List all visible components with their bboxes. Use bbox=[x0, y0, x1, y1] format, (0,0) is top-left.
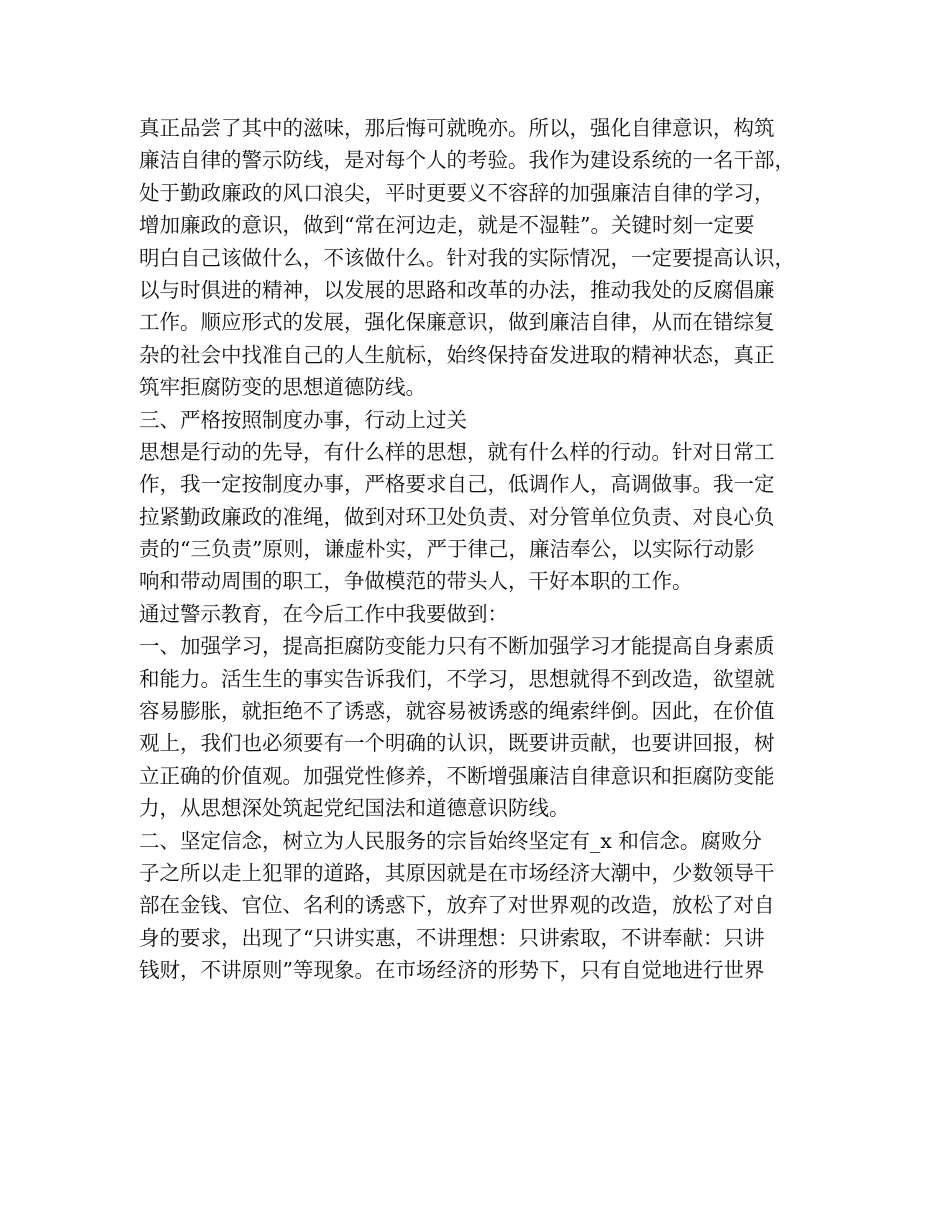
text-line: 作，我一定按制度办事，严格要求自己，低调作人，高调做事。我一定 bbox=[139, 472, 775, 497]
text-line: 责的“三负责”原则，谦虚朴实，严于律己，廉洁奉公，以实际行动影 bbox=[139, 537, 755, 562]
section-heading: 二、坚定信念，树立为人民服务的宗旨始终坚定有_x 和信念。腐败分 bbox=[139, 828, 762, 853]
text-line: 增加廉政的意识，做到“常在河边走，就是不湿鞋”。关键时刻一定要 bbox=[139, 213, 755, 238]
document-body bbox=[139, 112, 819, 987]
text-line: 身的要求，出现了“只讲实惠，不讲理想：只讲索取，不讲奉献：只讲 bbox=[139, 925, 765, 950]
text-line: 观上，我们也必须要有一个明确的认识，既要讲贡献，也要讲回报，树 bbox=[139, 731, 775, 756]
text-line: 廉洁自律的警示防线，是对每个人的考验。我作为建设系统的一名干部， bbox=[139, 148, 795, 173]
text-line: 真正品尝了其中的滋味，那后悔可就晚亦。所以，强化自律意识，构筑 bbox=[139, 116, 775, 140]
text-line: 力，从思想深处筑起党纪国法和道德意识防线。 bbox=[139, 796, 570, 821]
text-line: 钱财，不讲原则”等现象。在市场经济的形势下，只有自觉地进行世界 bbox=[139, 958, 765, 983]
text-line: 容易膨胀，就拒绝不了诱惑，就容易被诱惑的绳索绊倒。因此，在价值 bbox=[139, 699, 775, 724]
text-line: 和能力。活生生的事实告诉我们，不学习，思想就得不到改造，欲望就 bbox=[139, 666, 775, 691]
text-line: 思想是行动的先导，有什么样的思想，就有什么样的行动。针对日常工 bbox=[139, 439, 775, 464]
text-line: 通过警示教育，在今后工作中我要做到： bbox=[139, 601, 508, 626]
text-line: 工作。顺应形式的发展，强化保廉意识，做到廉洁自律，从而在错综复 bbox=[139, 310, 775, 335]
text-line: 以与时俱进的精神，以发展的思路和改革的办法，推动我处的反腐倡廉 bbox=[139, 277, 775, 302]
text-line: 部在金钱、官位、名利的诱惑下，放弃了对世界观的改造，放松了对自 bbox=[139, 893, 775, 918]
text-line: 拉紧勤政廉政的准绳，做到对环卫处负责、对分管单位负责、对良心负 bbox=[139, 504, 775, 529]
text-line: 处于勤政廉政的风口浪尖，平时更要义不容辞的加强廉洁自律的学习， bbox=[139, 180, 775, 205]
text-line: 响和带动周围的职工，争做模范的带头人，干好本职的工作。 bbox=[139, 569, 693, 594]
text-line: 明白自己该做什么，不该做什么。针对我的实际情况，一定要提高认识， bbox=[139, 245, 795, 270]
text-line: 立正确的价值观。加强党性修养，不断增强廉洁自律意识和拒腐防变能 bbox=[139, 763, 775, 788]
text-line: 筑牢拒腐防变的思想道德防线。 bbox=[139, 375, 426, 400]
text-line: 杂的社会中找准自己的人生航标，始终保持奋发进取的精神状态，真正 bbox=[139, 342, 775, 367]
section-heading: 一、加强学习，提高拒腐防变能力只有不断加强学习才能提高自身素质 bbox=[139, 634, 775, 659]
text-line: 子之所以走上犯罪的道路，其原因就是在市场经济大潮中，少数领导干 bbox=[139, 860, 775, 885]
section-heading: 三、严格按照制度办事，行动上过关 bbox=[139, 407, 467, 432]
